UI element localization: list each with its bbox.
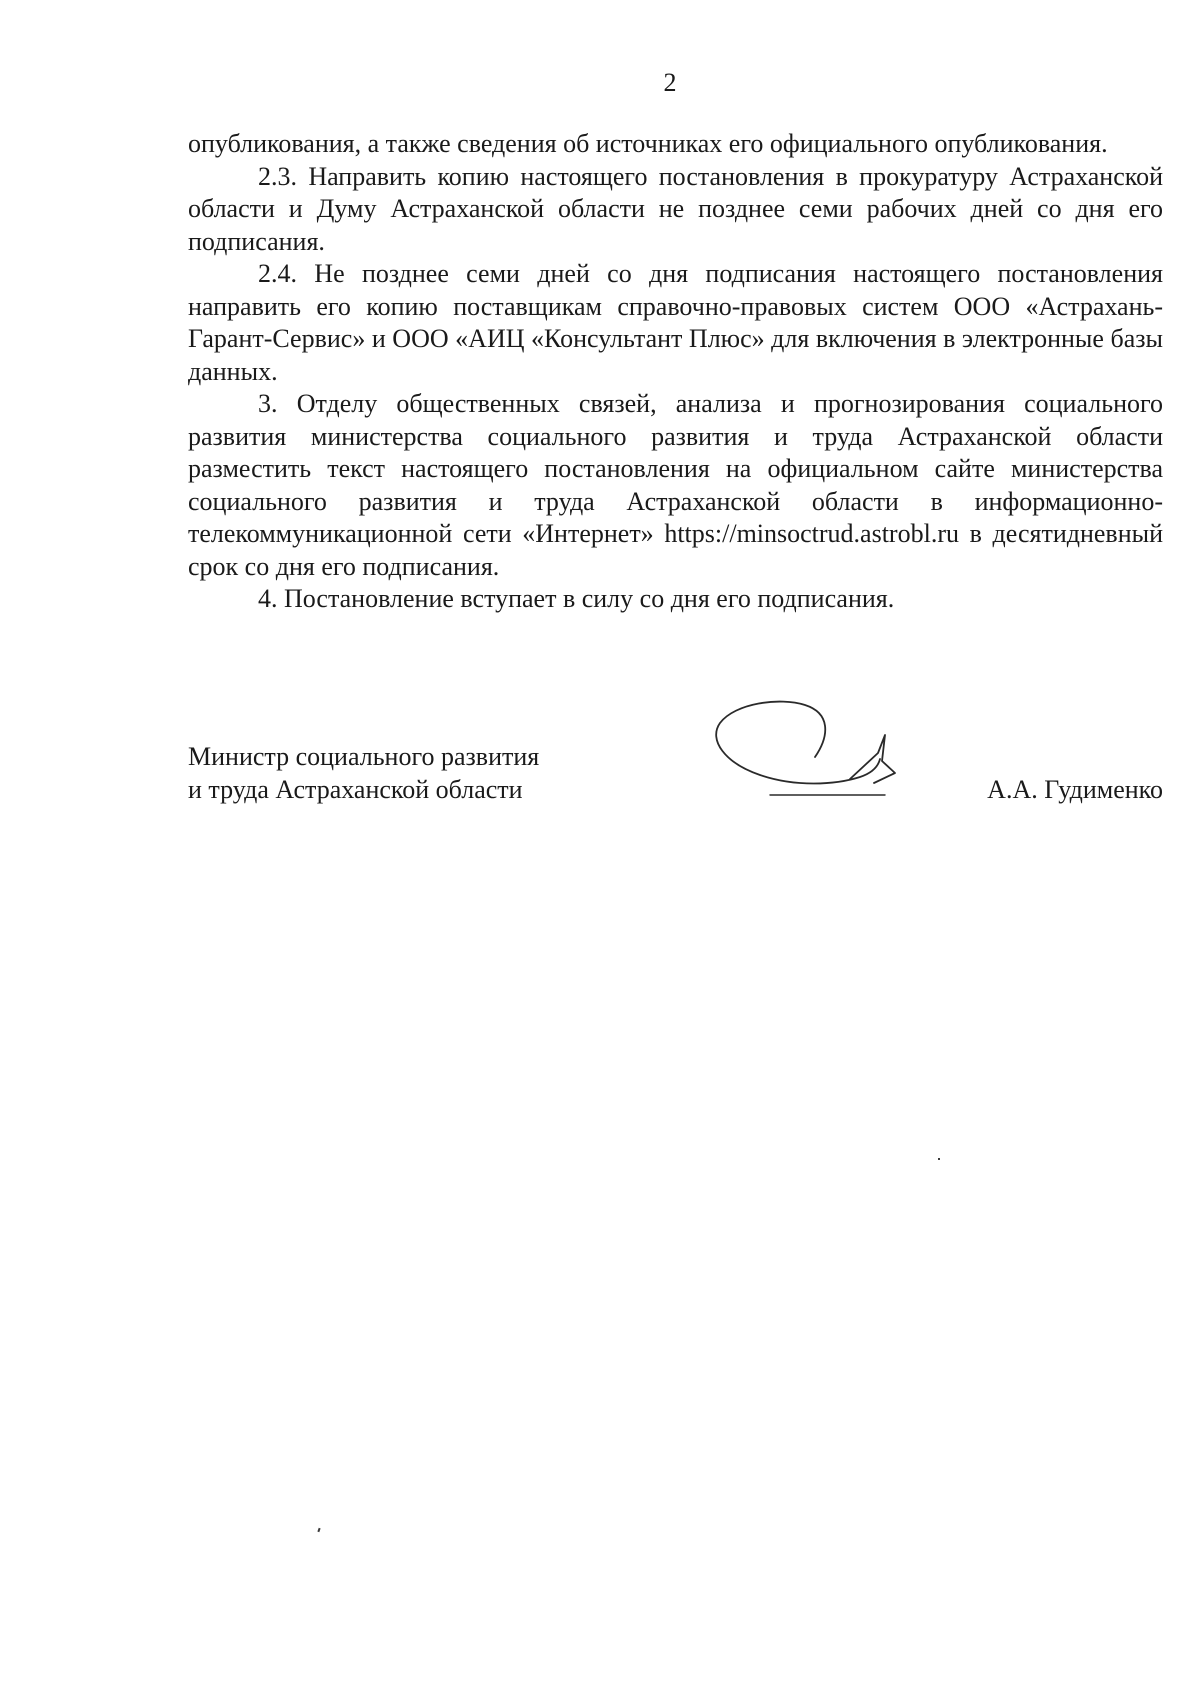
paragraph-continuation: опубликования, а также сведения об источниках его официального опубликования. <box>188 129 1108 158</box>
signatory-position-line1: Министр социального развития <box>188 742 540 771</box>
paragraph-item-2-4: 2.4. Не позднее семи дней со дня подписания настоящего постановления направить его копию поставщикам справочно-правовых систем ООО «Астрахань-Гарант-Сервис» и ООО «АИЦ «Консультант Плюс» для включения в электронные базы данных. <box>188 259 1163 386</box>
signatory-position-line2: и труда Астраханской области <box>188 775 523 804</box>
page-number: 2 <box>663 68 677 97</box>
paragraph-item-3: 3. Отделу общественных связей, анализа и прогнозирования социального развития министерства социального развития и труда Астраханской области разместить текст настоящего постановления на официальном сайте министерства социального развития и труда Астраханской области в информационно-телекоммуникационной сети «Интернет» https://minsoctrud.astrobl.ru в десятидневный срок со дня его подписания. <box>188 389 1163 581</box>
scan-speck <box>317 1528 320 1532</box>
signatory-name: А.А. Гудименко <box>987 775 1163 804</box>
scan-speck <box>938 1158 940 1160</box>
paragraph-item-2-3: 2.3. Направить копию настоящего постановления в прокуратуру Астраханской области и Думу Астраханской области не позднее семи рабочих дней со дня его подписания. <box>188 161 1163 256</box>
document-body <box>188 128 1163 616</box>
paragraph-item-4: 4. Постановление вступает в силу со дня его подписания. <box>258 584 895 613</box>
signature-block <box>188 740 1163 830</box>
signatory-position <box>188 740 539 806</box>
